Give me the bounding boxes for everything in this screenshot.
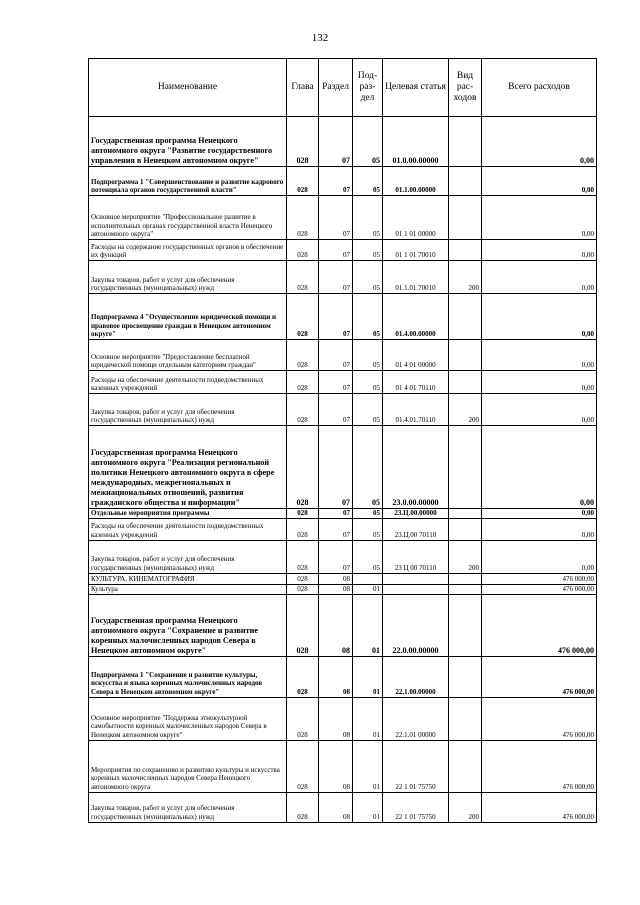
row-chapter: 028 <box>287 196 319 240</box>
row-expense-type <box>449 518 482 540</box>
row-expense-type: 200 <box>449 792 482 822</box>
row-expense-type <box>449 697 482 740</box>
row-total: 0,00 <box>482 394 597 426</box>
row-expense-type <box>449 240 482 261</box>
row-chapter: 028 <box>287 261 319 294</box>
row-total: 0,00 <box>482 371 597 394</box>
row-target: 22.1.01 00000 <box>383 697 449 740</box>
table-row <box>89 167 597 196</box>
row-section: 07 <box>319 540 353 573</box>
row-subsection: 05 <box>353 196 383 240</box>
row-total: 0,00 <box>482 294 597 340</box>
row-target: 01.4.01.70110 <box>383 394 449 426</box>
row-subsection: 05 <box>353 240 383 261</box>
table-row <box>89 294 597 340</box>
row-expense-type: 200 <box>449 261 482 294</box>
row-subsection: 05 <box>353 540 383 573</box>
row-subsection: 05 <box>353 426 383 509</box>
row-total: 0,00 <box>482 340 597 371</box>
row-section: 07 <box>319 294 353 340</box>
row-chapter: 028 <box>287 294 319 340</box>
row-name: КУЛЬТУРА, КИНЕМАТОГРАФИЯ <box>89 573 287 584</box>
row-expense-type <box>449 340 482 371</box>
table-row <box>89 594 597 656</box>
row-section: 08 <box>319 792 353 822</box>
row-target: 01 1 01 70010 <box>383 240 449 261</box>
table-row <box>89 340 597 371</box>
row-subsection: 01 <box>353 584 383 594</box>
row-subsection: 05 <box>353 261 383 294</box>
row-section: 07 <box>319 261 353 294</box>
row-section: 07 <box>319 167 353 196</box>
row-section: 08 <box>319 594 353 656</box>
row-subsection: 01 <box>353 740 383 792</box>
header-total: Всего расходов <box>482 59 597 117</box>
row-expense-type <box>449 584 482 594</box>
row-name: Закупка товаров, работ и услуг для обеспечения государственных (муниципальных) нужд <box>89 261 287 294</box>
row-expense-type <box>449 509 482 519</box>
table-row <box>89 117 597 167</box>
table-row <box>89 697 597 740</box>
row-target <box>383 584 449 594</box>
row-name: Закупка товаров, работ и услуг для обеспечения государственных (муниципальных) нужд <box>89 394 287 426</box>
table-row <box>89 540 597 573</box>
row-total: 476 000,00 <box>482 584 597 594</box>
row-target: 22 1 01 75750 <box>383 792 449 822</box>
row-total: 0,00 <box>482 117 597 167</box>
header-name: Наименование <box>89 59 287 117</box>
row-section: 07 <box>319 240 353 261</box>
row-chapter: 028 <box>287 792 319 822</box>
row-subsection <box>353 573 383 584</box>
table-row <box>89 240 597 261</box>
row-name: Закупка товаров, работ и услуг для обеспечения государственных (муниципальных) нужд <box>89 540 287 573</box>
row-section: 08 <box>319 697 353 740</box>
header-subsection: Под-раз-дел <box>353 59 383 117</box>
row-expense-type <box>449 196 482 240</box>
row-total: 476 000,00 <box>482 740 597 792</box>
row-name: Основное мероприятие "Профессиональное развитие в исполнительных органах государственной власти Ненецкого автономного округа" <box>89 196 287 240</box>
header-expense-type: Вид рас-ходов <box>449 59 482 117</box>
row-subsection: 01 <box>353 656 383 697</box>
row-name: Культура <box>89 584 287 594</box>
row-section: 08 <box>319 656 353 697</box>
header-chapter: Глава <box>287 59 319 117</box>
row-subsection: 01 <box>353 792 383 822</box>
row-expense-type: 200 <box>449 540 482 573</box>
row-total: 0,00 <box>482 509 597 519</box>
row-name: Отдельные мероприятия программы <box>89 509 287 519</box>
row-chapter: 028 <box>287 594 319 656</box>
row-section: 07 <box>319 340 353 371</box>
row-total: 476 000,00 <box>482 594 597 656</box>
row-target: 22.0.00.00000 <box>383 594 449 656</box>
row-subsection: 05 <box>353 340 383 371</box>
row-total: 0,00 <box>482 540 597 573</box>
row-section: 07 <box>319 426 353 509</box>
row-expense-type <box>449 294 482 340</box>
row-total: 0,00 <box>482 240 597 261</box>
page-number: 132 <box>311 32 329 44</box>
row-subsection: 05 <box>353 167 383 196</box>
row-total: 476 000,00 <box>482 573 597 584</box>
row-name: Государственная программа Ненецкого автономного округа "Развитие государственного управления в Ненецком автономном округе" <box>89 117 287 167</box>
row-total: 0,00 <box>482 426 597 509</box>
row-chapter: 028 <box>287 584 319 594</box>
row-section: 07 <box>319 509 353 519</box>
row-expense-type: 200 <box>449 394 482 426</box>
row-name: Расходы на обеспечение деятельности подведомственных казенных учреждений <box>89 371 287 394</box>
row-subsection: 01 <box>353 594 383 656</box>
row-name: Подпрограмма 4 "Осуществление юридической помощи и правовое просвещение граждан в Ненецком автономном округе" <box>89 294 287 340</box>
row-subsection: 05 <box>353 117 383 167</box>
row-name: Основное мероприятие "Предоставление бесплатной юридической помощи отдельным категориям граждан" <box>89 340 287 371</box>
table-row <box>89 261 597 294</box>
row-chapter: 028 <box>287 167 319 196</box>
row-section: 08 <box>319 740 353 792</box>
row-name: Подпрограмма 1 "Сохранение и развитие культуры, искусства и языка коренных малочисленных народов Севера в Ненецком автономном округе" <box>89 656 287 697</box>
row-chapter: 028 <box>287 656 319 697</box>
row-name: Мероприятия по сохранению и развитию культуры и искусства коренных малочисленных народов Севера Ненецкого автономного округа <box>89 740 287 792</box>
row-total: 0,00 <box>482 196 597 240</box>
row-name: Расходы на содержание государственных органов в обеспечение их функций <box>89 240 287 261</box>
row-target <box>383 573 449 584</box>
row-chapter: 028 <box>287 340 319 371</box>
row-chapter: 028 <box>287 371 319 394</box>
row-target: 01.4.00.00000 <box>383 294 449 340</box>
row-target: 01.1.01.70010 <box>383 261 449 294</box>
row-chapter: 028 <box>287 117 319 167</box>
row-target: 01 1 01 00000 <box>383 196 449 240</box>
table-row <box>89 656 597 697</box>
row-target: 01 4 01 00000 <box>383 340 449 371</box>
row-chapter: 028 <box>287 740 319 792</box>
row-total: 476 000,00 <box>482 792 597 822</box>
row-chapter: 028 <box>287 697 319 740</box>
header-row <box>89 59 597 117</box>
row-chapter: 028 <box>287 426 319 509</box>
row-expense-type <box>449 740 482 792</box>
row-section: 07 <box>319 117 353 167</box>
table-row <box>89 584 597 594</box>
row-target: 23.0.00.00000 <box>383 426 449 509</box>
row-target: 01 4 01 70110 <box>383 371 449 394</box>
header-target: Целевая статья <box>383 59 449 117</box>
row-name: Государственная программа Ненецкого автономного округа "Реализация региональной политики Ненецкого автономного округа в сфере международных, межрегиональных и межнациональных отношений, развития гражданского общества и информации" <box>89 426 287 509</box>
row-name: Расходы на обеспечение деятельности подведомственных казенных учреждений <box>89 518 287 540</box>
row-target: 23 Ц 00 70110 <box>383 540 449 573</box>
row-expense-type <box>449 426 482 509</box>
table-row <box>89 426 597 509</box>
row-target: 01.0.00.00000 <box>383 117 449 167</box>
table-row <box>89 573 597 584</box>
row-chapter: 028 <box>287 540 319 573</box>
row-expense-type <box>449 594 482 656</box>
row-name: Закупка товаров, работ и услуг для обеспечения государственных (муниципальных) нужд <box>89 792 287 822</box>
table-row <box>89 371 597 394</box>
row-chapter: 028 <box>287 509 319 519</box>
row-total: 0,00 <box>482 518 597 540</box>
row-expense-type <box>449 656 482 697</box>
row-total: 0,00 <box>482 261 597 294</box>
table-row <box>89 196 597 240</box>
row-expense-type <box>449 371 482 394</box>
row-expense-type <box>449 573 482 584</box>
row-subsection: 05 <box>353 509 383 519</box>
row-section: 08 <box>319 573 353 584</box>
row-subsection: 01 <box>353 697 383 740</box>
row-target: 22.1.00.00000 <box>383 656 449 697</box>
row-chapter: 028 <box>287 518 319 540</box>
table-row <box>89 518 597 540</box>
row-expense-type <box>449 167 482 196</box>
row-target: 22 1 01 75750 <box>383 740 449 792</box>
row-total: 0,00 <box>482 167 597 196</box>
table-row <box>89 740 597 792</box>
row-chapter: 028 <box>287 394 319 426</box>
row-expense-type <box>449 117 482 167</box>
row-chapter: 028 <box>287 573 319 584</box>
row-subsection: 05 <box>353 294 383 340</box>
row-total: 476 000,00 <box>482 656 597 697</box>
row-name: Основное мероприятие "Поддержка этнокультурной самобытности коренных малочисленных народов Севера в Ненецком автономном округе" <box>89 697 287 740</box>
row-subsection: 05 <box>353 518 383 540</box>
row-name: Подпрограмма 1 "Совершенствование и развитие кадрового потенциала органов государственной власти" <box>89 167 287 196</box>
row-chapter: 028 <box>287 240 319 261</box>
row-target: 23.Ц.00 70110 <box>383 518 449 540</box>
row-target: 01.1.00.00000 <box>383 167 449 196</box>
table-row <box>89 792 597 822</box>
header-section: Раздел <box>319 59 353 117</box>
row-section: 07 <box>319 394 353 426</box>
row-name: Государственная программа Ненецкого автономного округа "Сохранение и развитие коренных малочисленных народов Севера в Ненецком автономном округе" <box>89 594 287 656</box>
row-subsection: 05 <box>353 371 383 394</box>
row-section: 07 <box>319 196 353 240</box>
budget-table <box>88 58 597 823</box>
table-row <box>89 394 597 426</box>
row-total: 476 000,00 <box>482 697 597 740</box>
row-section: 07 <box>319 371 353 394</box>
table-row <box>89 509 597 519</box>
row-subsection: 05 <box>353 394 383 426</box>
row-section: 07 <box>319 518 353 540</box>
row-section: 08 <box>319 584 353 594</box>
row-target: 23.Ц.00.00000 <box>383 509 449 519</box>
